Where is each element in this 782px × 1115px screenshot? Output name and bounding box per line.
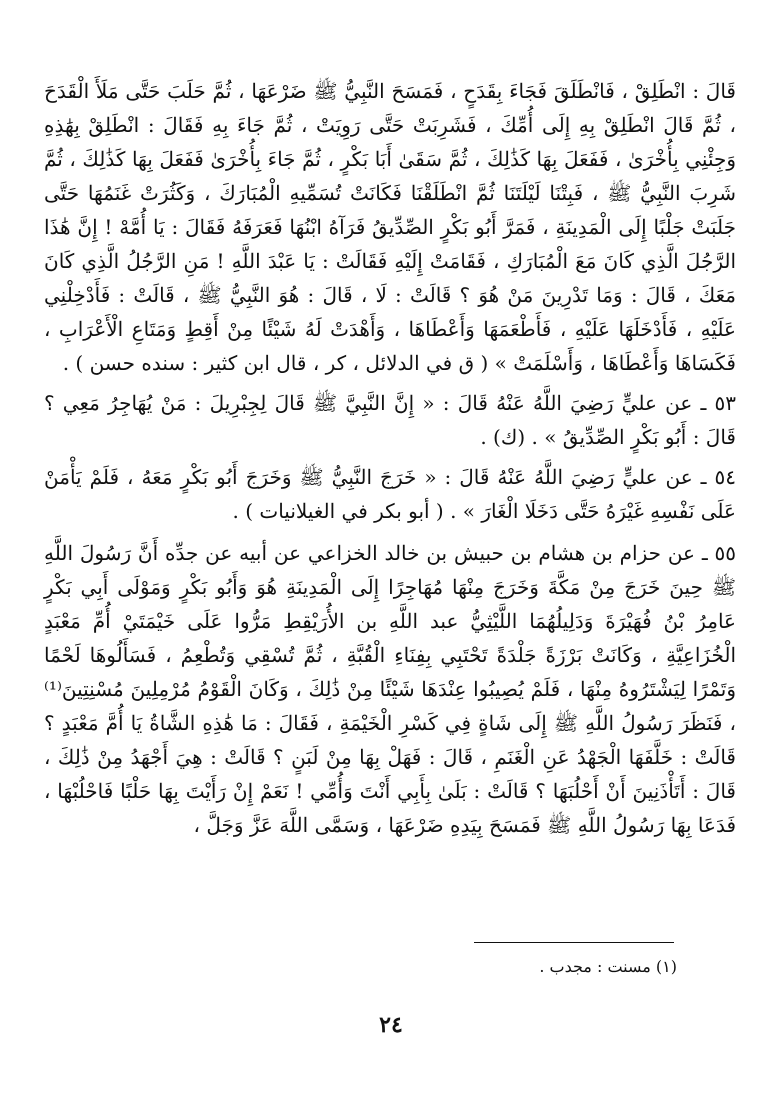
paragraph-gap xyxy=(44,528,736,536)
paragraph-hadith-54: ٥٤ ـ عن عليٍّ رَضِيَ اللَّهُ عَنْهُ قَالَ : « خَرَجَ النَّبِيُّ ﷺ وَخَرَجَ أَبُو بَكْرٍ مَعَهُ ، فَلَمْ يَأْمَنْ عَلَى نَفْسِهِ غَيْرَهُ حَتَّى دَخَلَا الْغَارَ » . ( أبو بكر في الغيلانيات ) . xyxy=(44,465,736,523)
footnote-divider xyxy=(474,942,674,943)
paragraph-hadith-52-continued: قَالَ : انْطَلِقْ ، فَانْطَلَقَ فَجَاءَ بِقَدَحٍ ، فَمَسَحَ النَّبِيُّ ﷺ ضَرْعَهَا ، ثُمَّ حَلَبَ حَتَّى مَلَأَ الْقَدَحَ ، ثُمَّ قَالَ انْطَلِقْ بِهِ إِلَى أُمِّكَ ، فَشَرِبَتْ حَتَّى رَوِيَتْ ، ثُمَّ جَاءَ بِهِ فَقَالَ : انْطَلِقْ بِهَٰذِهِ وَجِئْنِي بِأُخْرَىٰ ، فَفَعَلَ بِهَا كَذَٰلِكَ ، ثُمَّ سَقَىٰ أَبَا بَكْرٍ ، ثُمَّ جَاءَ بِأُخْرَىٰ فَفَعَلَ بِهَا كَذَٰلِكَ ، ثُمَّ شَرِبَ النَّبِيُّ ﷺ ، فَبِتْنَا لَيْلَتَنَا ثُمَّ انْطَلَقْنَا فَكَانَتْ تُسَمِّيهِ الْمُبَارَكَ ، وَكَثُرَتْ غَنَمُهَا حَتَّى جَلَبَتْ جَلْبًا إِلَى الْمَدِينَةِ ، فَمَرَّ أَبُو بَكْرٍ الصِّدِّيقُ فَرَآهُ ابْنُهَا فَعَرَفَهُ فَقَالَ : يَا أُمَّهْ ! إِنَّ هَٰذَا الرَّجُلَ الَّذِي كَانَ مَعَ الْمُبَارَكِ ، فَقَامَتْ إِلَيْهِ فَقَالَتْ : يَا عَبْدَ اللَّهِ ! مَنِ الرَّجُلُ الَّذِي كَانَ مَعَكَ ، قَالَ : وَمَا تَدْرِينَ مَنْ هُوَ ؟ قَالَتْ : لَا ، قَالَ : هُوَ النَّبِيُّ ﷺ ، قَالَتْ : فَأَدْخِلْنِي عَلَيْهِ ، فَأَدْخَلَهَا عَلَيْهِ ، فَأَطْعَمَهَا وَأَعْطَاهَا ، وَأَهْدَتْ لَهُ شَيْئًا مِنْ أَقِطٍ وَمَتَاعِ الْأَعْرَابِ ، فَكَسَاهَا وَأَعْطَاهَا ، وَأَسْلَمَتْ » ( ق في الدلائل ، كر ، قال ابن كثير : سنده حسن ) . xyxy=(44,79,737,375)
footnote: (١) مسنت : مجدب . xyxy=(539,957,677,976)
page-number: ٢٤ xyxy=(379,1012,403,1038)
paragraph-hadith-53: ٥٣ ـ عن عليٍّ رَضِيَ اللَّهُ عَنْهُ قَالَ : « إِنَّ النَّبِيَّ ﷺ قَالَ لِجِبْرِيلَ : مَنْ يُهَاجِرُ مَعِي ؟ قَالَ : أَبُو بَكْرٍ الصِّدِّيقُ » . (ك) . xyxy=(44,391,736,449)
page-body xyxy=(44,74,736,842)
paragraph-hadith-55: ٥٥ ـ عن حزام بن هشام بن حبيش بن خالد الخزاعي عن أبيه عن جدِّه أَنَّ رَسُولَ اللَّهِ ﷺ حِينَ خَرَجَ مِنْ مَكَّةَ وَخَرَجَ مِنْهَا مُهَاجِرًا إِلَى الْمَدِينَةِ هُوَ وَأَبُو بَكْرٍ وَمَوْلَى أَبِي بَكْرٍ عَامِرُ بْنُ فُهَيْرَةَ وَدَلِيلُهُمَا اللَّيْثِيُّ عبد اللَّهِ بن الأُرَيْقِطِ مَرُّوا عَلَى خَيْمَتَيْ أُمِّ مَعْبَدٍ الْخُزَاعِيَّةِ ، وَكَانَتْ بَرْزَةً جَلْدَةً تَحْتَبِي بِفِنَاءِ الْقُبَّةِ ، ثُمَّ تُسْقِي وَتُطْعِمُ ، فَسَأَلُوهَا لَحْمًا وَتَمْرًا لِيَشْتَرُوهُ مِنْهَا ، فَلَمْ يُصِيبُوا عِنْدَهَا شَيْئًا مِنْ ذَٰلِكَ ، وَكَانَ الْقَوْمُ مُرْمِلِينَ مُسْنِتِينَ⁽¹⁾ ، فَنَظَرَ رَسُولُ اللَّهِ ﷺ إِلَى شَاةٍ فِي كَسْرِ الْخَيْمَةِ ، فَقَالَ : مَا هَٰذِهِ الشَّاةُ يَا أُمَّ مَعْبَدٍ ؟ قَالَتْ : خَلَّفَهَا الْجَهْدُ عَنِ الْغَنَمِ ، قَالَ : فَهَلْ بِهَا مِنْ لَبَنٍ ؟ قَالَتْ : هِيَ أَجْهَدُ مِنْ ذَٰلِكَ ، قَالَ : أَتَأْذَنِينَ أَنْ أَحْلُبَهَا ؟ قَالَتْ : بَلَىٰ بِأَبِي أَنْتَ وَأُمِّي ! نَعَمْ إِنْ رَأَيْتَ بِهَا حَلْبًا فَاحْلُبْهَا ، فَدَعَا بِهَا رَسُولُ اللَّهِ ﷺ فَمَسَحَ بِيَدِهِ ضَرْعَهَا ، وَسَمَّى اللَّهَ عَزَّ وَجَلَّ ، xyxy=(44,541,737,837)
